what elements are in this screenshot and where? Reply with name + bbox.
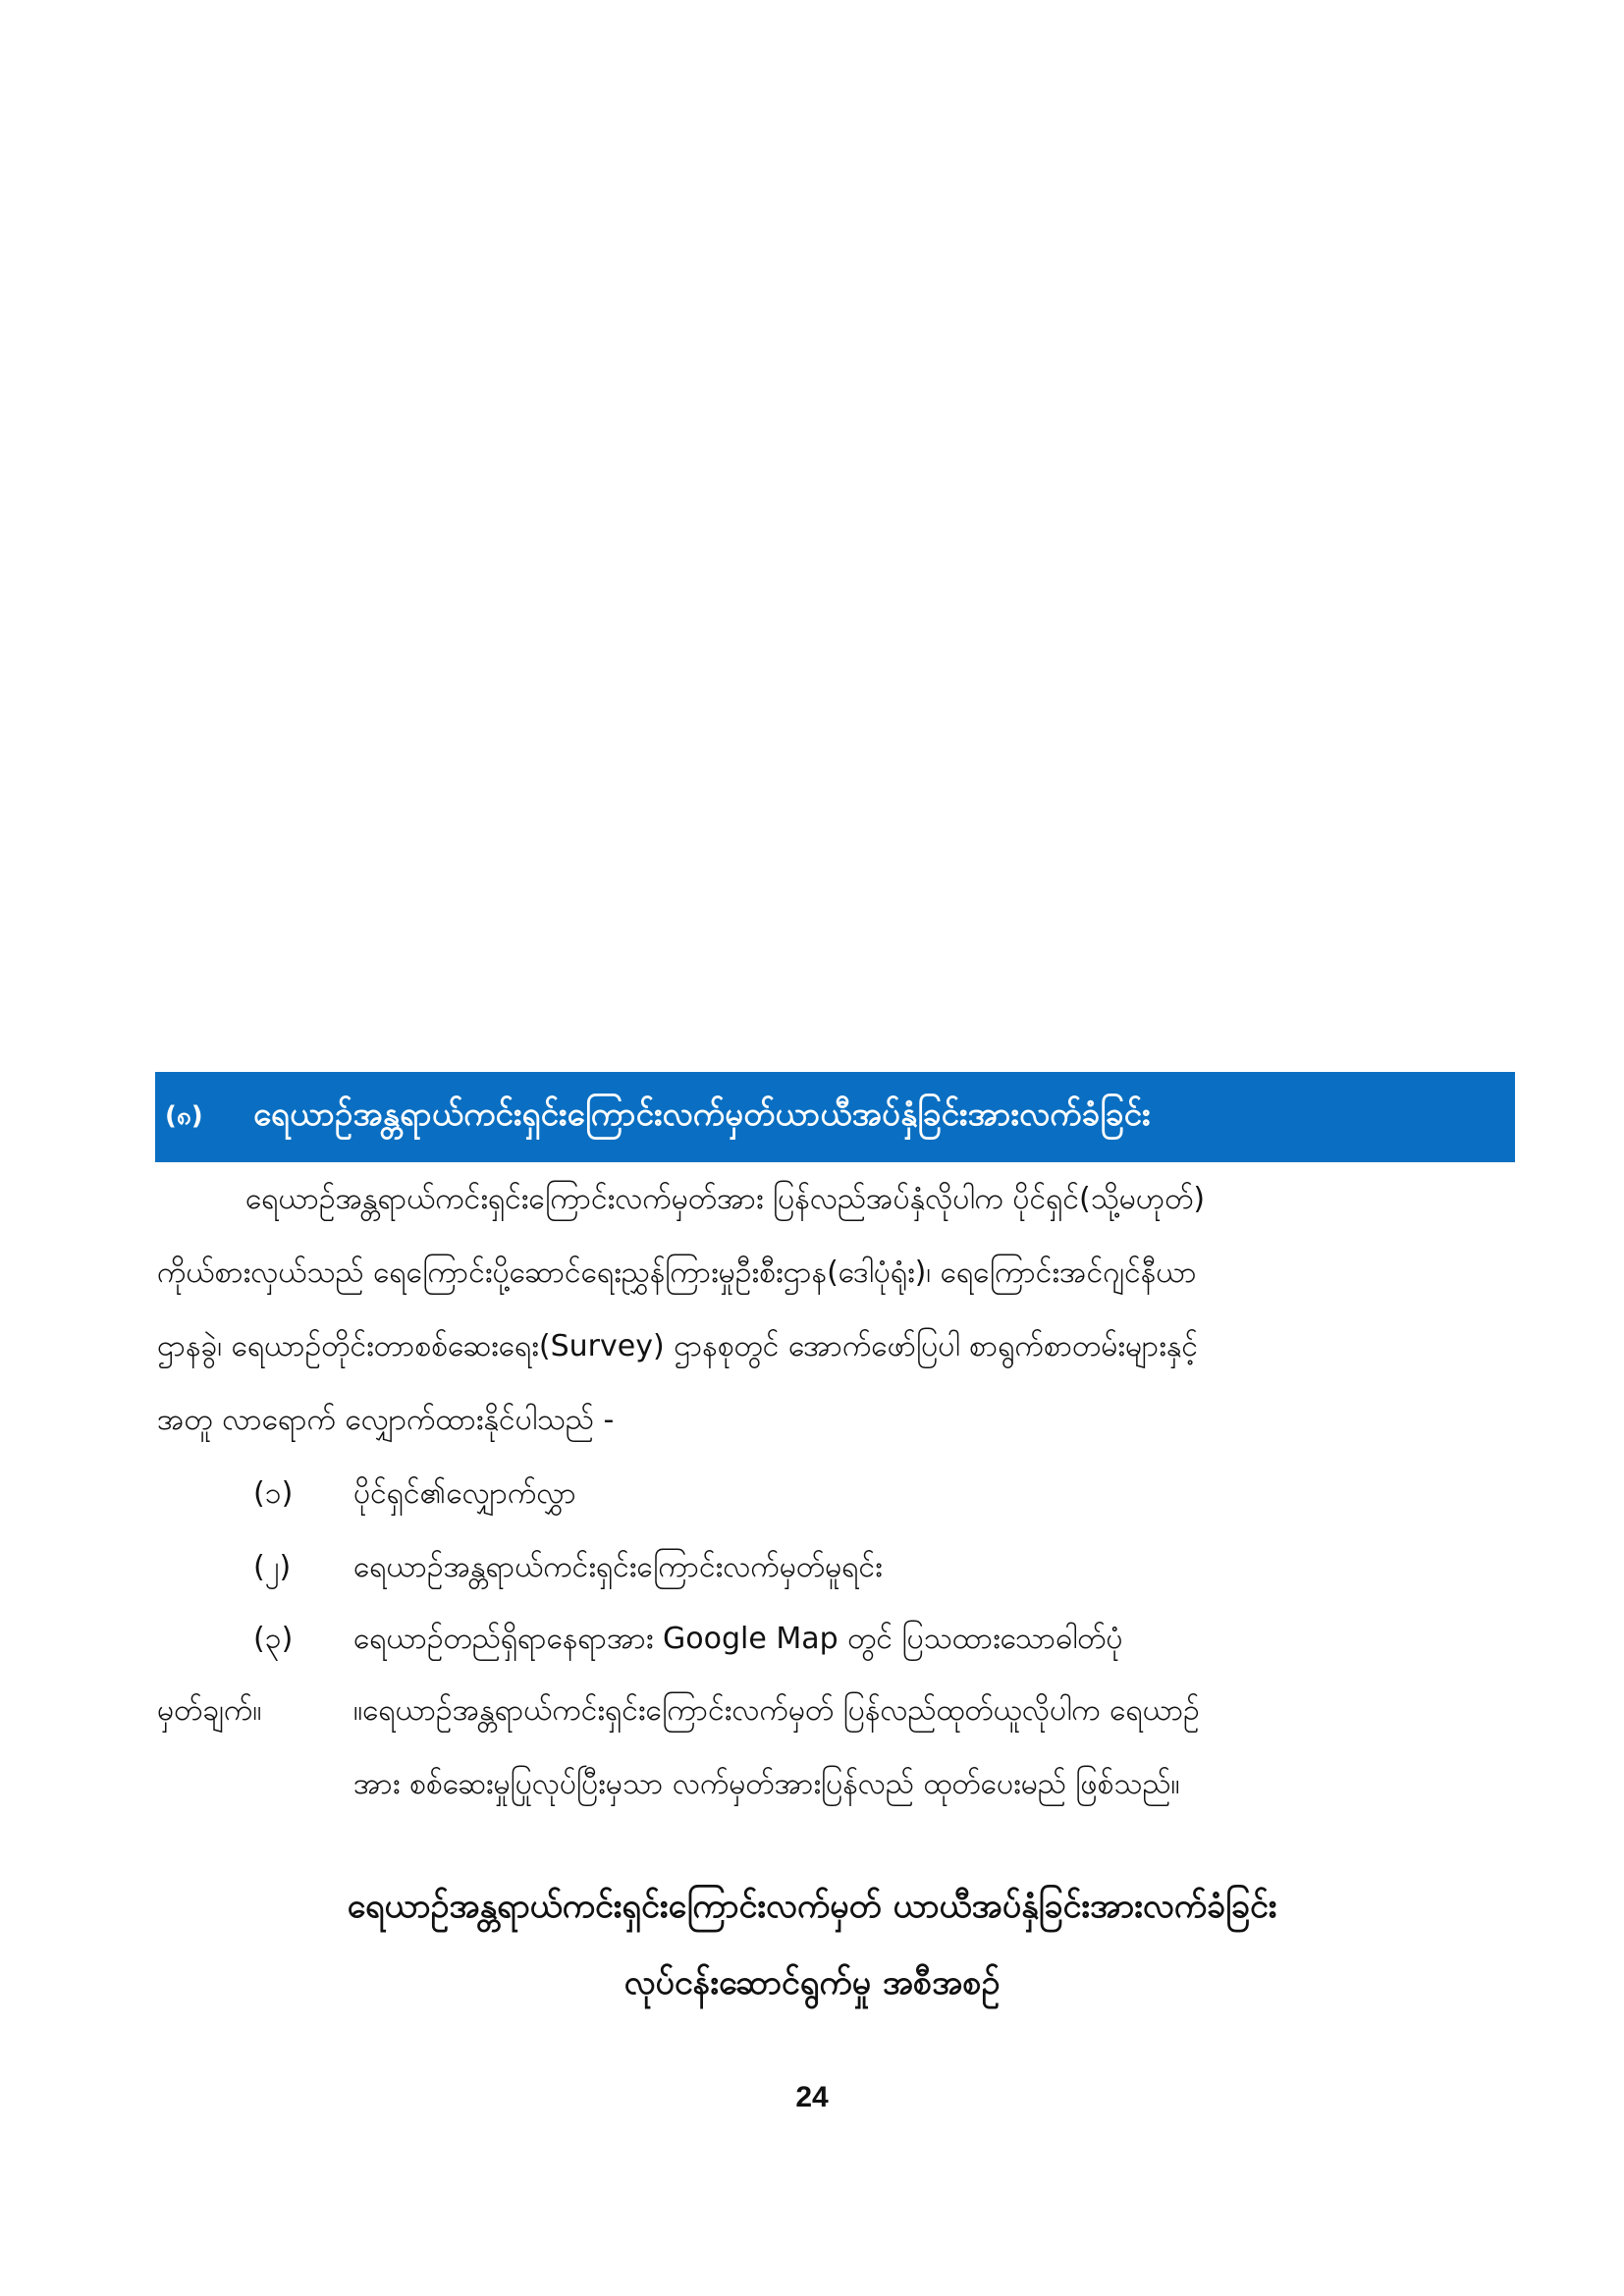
paragraph-line: အတူ လာရောက် လျှောက်ထားနိုင်ပါသည် -	[157, 1403, 615, 1437]
paragraph-line: ရေယာဉ်အန္တရာယ်ကင်းရှင်းကြောင်းလက်မှတ်အား ပြန်လည်အပ်နှံလိုပါက ပိုင်ရှင်(သို့မဟုတ်)	[245, 1182, 1206, 1216]
list-item	[0, 1530, 1624, 1604]
section-title: ရေယာဉ်အန္တရာယ်ကင်းရှင်းကြောင်းလက်မှတ်ယာယီအပ်နှံခြင်းအားလက်ခံခြင်း	[253, 1094, 1151, 1133]
list-item-text: ရေယာဉ်အန္တရာယ်ကင်းရှင်းကြောင်းလက်မှတ်မူရင်း	[353, 1550, 883, 1584]
intro-paragraph	[157, 1162, 1512, 1457]
section-number: (၈)	[165, 1100, 203, 1131]
list-item-number: (၁)	[253, 1476, 294, 1511]
list-item-text: ရေယာဉ်တည်ရှိရာနေရာအား Google Map တွင် ပြသထားသောဓါတ်ပုံ	[353, 1622, 1123, 1656]
paragraph-line: ကိုယ်စားလှယ်သည် ရေကြောင်းပို့ဆောင်ရေးညွှန်ကြားမှုဦးစီးဌာန(ဒေါပုံရုံး)၊ ရေကြောင်းအင်ဂျင်နီယာ	[157, 1255, 1197, 1290]
note-body	[353, 1674, 1512, 1821]
procedure-caption-line-2: လုပ်ငန်းဆောင်ရွက်မှု အစီအစဉ်	[623, 1963, 1001, 2002]
note-label: မှတ်ချက်။	[157, 1693, 262, 1728]
list-item-number: (၃)	[253, 1622, 294, 1656]
procedure-caption-line-1: ရေယာဉ်အန္တရာယ်ကင်းရှင်းကြောင်းလက်မှတ် ယာယီအပ်နှံခြင်းအားလက်ခံခြင်း	[347, 1887, 1277, 1926]
list-item	[0, 1457, 1624, 1530]
list-item-number: (၂)	[253, 1550, 292, 1584]
paragraph-line: ဌာနခွဲ၊ ရေယာဉ်တိုင်းတာစစ်ဆေးရေး(Survey) ဌာနစုတွင် အောက်ဖော်ပြပါ စာရွက်စာတမ်းများနှင့်	[157, 1329, 1198, 1363]
section-header-bar	[155, 1072, 1515, 1162]
list-item-text: ပိုင်ရှင်၏လျှောက်လွှာ	[353, 1476, 576, 1511]
page-number: 24	[795, 2081, 829, 2113]
note-line: အား စစ်ဆေးမှုပြုလုပ်ပြီးမှသာ လက်မှတ်အားပြန်လည် ထုတ်ပေးမည် ဖြစ်သည်။	[353, 1767, 1180, 1801]
note-line: ။ရေယာဉ်အန္တရာယ်ကင်းရှင်းကြောင်းလက်မှတ် ပြန်လည်ထုတ်ယူလိုပါက ရေယာဉ်	[353, 1693, 1200, 1728]
list-item	[0, 1602, 1624, 1676]
